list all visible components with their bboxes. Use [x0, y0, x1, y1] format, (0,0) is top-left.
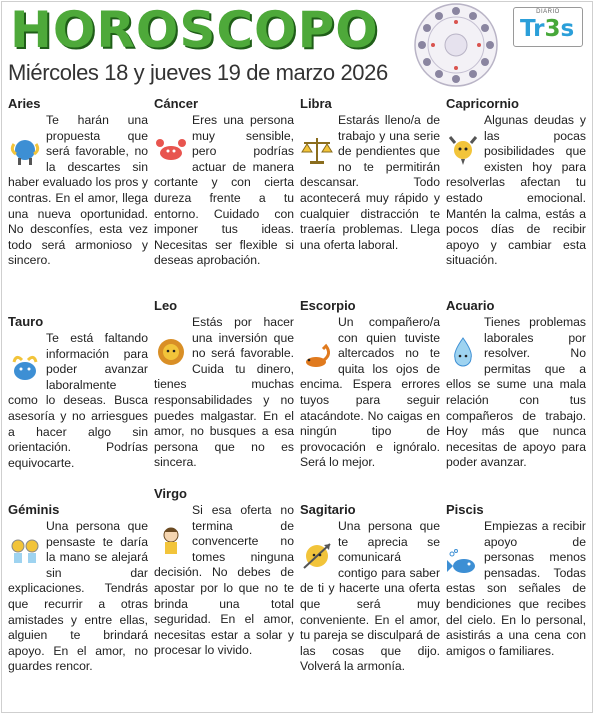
bull-icon: [8, 352, 42, 384]
lion-icon: [154, 336, 188, 368]
sign-virgo: [154, 486, 294, 659]
sign-name: Leo: [154, 298, 178, 313]
sign-text: Si esa oferta no termina de convencerte no tomes ninguna decisión. No debes de apostar por lo que no te brinda una total seguridad. En el amor, necesitas estar a solar y procesar lo vivido.: [154, 503, 294, 658]
sign-sagitario: [300, 502, 440, 675]
sign-text: Estás por hacer una inversión que no será favorable. Cuida tu dinero, tienes muchas responsabilidades y no puedes malgastar. En el amor, no busques a esa persona que no es sincera.: [154, 315, 294, 470]
sign-text: Algunas deudas y las pocas posibilidades que existen hoy para resolverlas afectan tu estado emocional. Mantén la calma, estás a pocos días de recibir apoyo y cambiar esta situación.: [446, 113, 586, 268]
sign-capricornio: [446, 96, 586, 269]
sign-name: Géminis: [8, 502, 60, 517]
brand-logo: DIARIO Tr3s: [513, 7, 583, 47]
sign-name: Virgo: [154, 486, 187, 501]
sign-text: Te harán una propuesta que será favorable, no la descartes sin haber evaluado los pros y contras. En el amor, llega una nueva oportunidad. No desconfíes, esta vez todo será armonioso y sincero.: [8, 113, 148, 268]
scorpion-icon: [300, 340, 334, 372]
ram-icon: [8, 134, 42, 166]
sign-leo: [154, 298, 294, 471]
sign-cancer: [154, 96, 294, 269]
sign-acuario: [446, 298, 586, 471]
sign-text: Un compañero/a con quien tuviste altercados no te quita los ojos de encima. Espera errores tuyos para seguir atacándote. No caigas en ningún tipo de provocación e ignóralo. Será lo mejor.: [300, 315, 440, 470]
fish-icon: [446, 548, 480, 580]
sign-name: Cáncer: [154, 96, 199, 111]
scales-icon: [300, 134, 334, 166]
sign-text: Estarás lleno/a de trabajo y una serie de pendientes que no te permitirán descansar. Todo acontecerá muy rápido y cualquier distracción te traería problemas. Llega una oferta laboral.: [300, 113, 440, 252]
sign-name: Libra: [300, 96, 332, 111]
twins-icon: [8, 536, 42, 568]
goat-icon: [446, 134, 480, 166]
crab-icon: [154, 134, 188, 166]
sign-name: Acuario: [446, 298, 495, 313]
sign-geminis: [8, 502, 148, 675]
sign-name: Sagitario: [300, 502, 356, 517]
sign-name: Escorpio: [300, 298, 356, 313]
sign-tauro: [8, 314, 148, 471]
sign-aries: [8, 96, 148, 269]
sign-text: Te está faltando información para poder avanzar laboralmente como lo deseas. Busca asesoría y no arriesgues a hacer algo sin orientación. Podrías equivocarte.: [8, 331, 148, 470]
sign-text: Una persona que te aprecia se comunicará contigo para saber de ti y hacerte una oferta que será muy conveniente. En el amor, tu pareja se disculpará de las cosas que dijo. Volverá la armonía.: [300, 519, 440, 674]
sign-text: Eres una persona muy sensible, pero podrías actuar de manera cortante y con cierta dureza frente a tu entorno. Cuidado con imponer tus ideas. Necesitas ser flexible si deseas aprobación.: [154, 113, 294, 268]
sign-libra: [300, 96, 440, 253]
page-title: HOROSCOPO: [10, 1, 379, 59]
water-drop-icon: [446, 336, 480, 368]
publication-date: Miércoles 18 y jueves 19 de marzo 2026: [8, 60, 388, 85]
maiden-icon: [154, 524, 188, 556]
sign-text: Una persona que pensaste te daría la mano se alejará sin dar explicaciones. Tendrás que recurrir a otras amistades y entre ellas, alguien te brindará apoyo. En el amor, no guardes rencor.: [8, 519, 148, 674]
sign-name: Tauro: [8, 314, 44, 329]
sign-piscis: [446, 502, 586, 659]
zodiac-wheel-icon: [413, 2, 499, 88]
sign-name: Piscis: [446, 502, 484, 517]
sign-name: Capricornio: [446, 96, 519, 111]
sign-text: Empiezas a recibir apoyo de personas menos pensadas. Todas estas son señales de bendiciones que recibes del cielo. En lo personal, asistirás a una cena con amigos o familiares.: [446, 519, 586, 658]
sign-escorpio: [300, 298, 440, 471]
archer-icon: [300, 540, 334, 572]
sign-text: Tienes problemas laborales por resolver. No permitas que a ellos se sume una mala relación con tus compañeros de trabajo. Hoy más que nunca necesitas de apoyo para poder avanzar.: [446, 315, 586, 470]
sign-name: Aries: [8, 96, 41, 111]
